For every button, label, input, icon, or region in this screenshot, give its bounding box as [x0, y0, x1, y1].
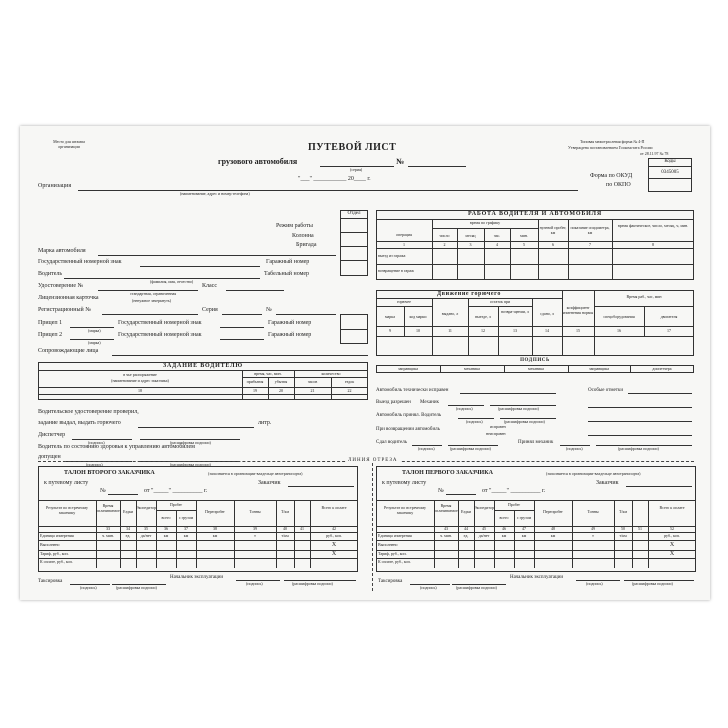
- task-num-19: 19: [253, 388, 257, 393]
- dw-num-7: 7: [589, 242, 591, 247]
- right-col-num: 43: [444, 526, 448, 531]
- brand-field[interactable]: [98, 255, 336, 256]
- okpo-label: по ОКПО: [606, 182, 631, 188]
- left-row-pay: К оплате, руб., коп.: [40, 559, 73, 564]
- right-total-pay-header: Всего к оплате: [659, 505, 685, 510]
- left-time-header: Время оплачиваемое: [96, 503, 120, 513]
- car-accepted-label: Автомобиль принял. Водитель: [376, 413, 442, 418]
- sign-col-1: заправщика: [398, 366, 418, 371]
- left-row-tariff: Тариф, руб., коп.: [40, 551, 69, 556]
- standard-form-note: Типовая межотраслевая форма № 4-П: [580, 139, 645, 144]
- left-unit: км: [183, 533, 189, 538]
- right-units-header: Ездки: [460, 509, 472, 514]
- head-exploitation-right: Начальник эксплуатации: [510, 575, 564, 580]
- brand-label: Марка автомобиля: [38, 248, 86, 254]
- work-mode-label: Режим работы: [276, 223, 313, 229]
- right-row-pay: К оплате, руб., коп.: [378, 559, 411, 564]
- left-tons-header: Тонны: [249, 509, 261, 514]
- driver-label: Водитель: [38, 271, 63, 277]
- right-col-num: 49: [591, 526, 595, 531]
- right-x-mark-done: X: [669, 542, 675, 548]
- fuel-col-worktime: Время раб., час, мин: [626, 294, 662, 299]
- task-col-hours: часов: [307, 379, 318, 384]
- license-card-hint: стандартная, ограниченная: [130, 291, 177, 296]
- reg-number-field[interactable]: [276, 314, 336, 315]
- right-col-num: 46: [502, 526, 506, 531]
- left-unit: км: [212, 533, 218, 538]
- left-unit: ед.: [125, 533, 131, 538]
- right-customer-field[interactable]: [626, 486, 692, 487]
- task-col-arrival: прибытия: [246, 379, 264, 384]
- right-coupon-hint: (заполняется в организации-владельце автотранспорта): [546, 471, 641, 476]
- state-number-label: Государственный номерной знак: [38, 259, 122, 265]
- right-col-num: 52: [670, 526, 674, 531]
- left-coupon-title: ТАЛОН ВТОРОГО ЗАКАЗЧИКА: [64, 470, 155, 476]
- exit-allowed-label: Выезд разрешен: [376, 400, 411, 405]
- handed-driver-label: Сдал водитель: [376, 440, 407, 445]
- trailer1-hint: (марка): [88, 328, 101, 333]
- task-col-trips: ездок: [344, 379, 355, 384]
- left-x-mark-tariff: X: [331, 551, 337, 557]
- dw-col-schedule: время по графику: [469, 220, 501, 225]
- task-num-21: 21: [310, 388, 315, 393]
- return-condition-ok: исправен: [490, 424, 506, 429]
- task-col-count: количество: [321, 371, 341, 376]
- fuel-num-17: 17: [667, 328, 671, 333]
- fuel-col-issued: выдано, л: [441, 311, 459, 316]
- series-label: Серия: [202, 307, 218, 313]
- admitted-name-hint: (расшифровка подписи): [170, 462, 211, 467]
- sign-col-3: механика: [528, 366, 544, 371]
- car-accepted-sign-hint: (подпись): [466, 419, 483, 424]
- right-unit: т: [592, 533, 594, 538]
- right-col-num: 44: [464, 526, 468, 531]
- accepted-mechanic-label: Принял механик: [518, 440, 554, 445]
- accepted-mechanic-name-hint: (расшифровка подписи): [618, 446, 659, 451]
- number-sign: №: [396, 157, 405, 166]
- head-sign-hint-left: (подпись): [246, 581, 263, 586]
- dw-num-6: 6: [552, 242, 554, 247]
- column-label: Колонна: [292, 233, 314, 239]
- trailer1-label: Прицеп 1: [38, 320, 63, 326]
- on-return-label: При возвращении автомобиль: [376, 427, 440, 432]
- left-unit: руб., коп.: [326, 533, 342, 538]
- license-class-field[interactable]: [226, 290, 284, 291]
- admitted-sign-hint: (подпись): [86, 462, 103, 467]
- head-name-hint-right: (расшифровка подписи): [632, 581, 673, 586]
- sign-col-4: заправщика: [589, 366, 609, 371]
- dispatcher-sign-hint: (подпись): [88, 440, 105, 445]
- accepted-mechanic-sign-hint: (подпись): [566, 446, 583, 451]
- okud-code: 0345005: [661, 170, 679, 175]
- dw-row-departure: выезд из гаража: [378, 253, 406, 258]
- number-field[interactable]: [408, 166, 466, 167]
- dw-row-return: возвращение в гараж: [378, 268, 414, 273]
- left-run-header: Пробег: [169, 502, 183, 507]
- left-col-num: 34: [126, 526, 130, 531]
- task-num-20: 20: [279, 388, 283, 393]
- left-customer-field[interactable]: [288, 486, 354, 487]
- left-col-num: 36: [164, 526, 168, 531]
- escort-field[interactable]: [112, 355, 368, 356]
- left-col-num: 37: [184, 526, 188, 531]
- fuel-col-engine: двигателя: [660, 314, 678, 319]
- admitted-label: допущен: [38, 454, 61, 460]
- left-tkm-header: Т/км: [280, 509, 290, 514]
- dw-num-3: 3: [469, 242, 472, 247]
- fuel-col-fuel: горючее: [397, 299, 411, 304]
- stamp-place-label: Место для штампа организации: [53, 139, 85, 149]
- trailer2-hint: (марка): [88, 340, 101, 345]
- reg-series-field[interactable]: [222, 314, 262, 315]
- fuel-col-out: выезде, л: [475, 314, 491, 319]
- taxing-label-left: Таксировка: [38, 579, 63, 584]
- left-expedition-header: Экспедитор: [136, 505, 156, 510]
- special-marks-label: Особые отметки: [588, 388, 623, 393]
- task-title: ЗАДАНИЕ ВОДИТЕЛЮ: [163, 363, 243, 369]
- left-run-loaded-header: с грузом: [178, 515, 194, 520]
- trailer2-label: Прицеп 2: [38, 332, 63, 338]
- fuel-num-13: 13: [513, 328, 517, 333]
- codes-label: Коды: [664, 159, 676, 164]
- cut-line-vertical: [372, 463, 373, 591]
- right-date-field[interactable]: от "_____" __________ г.: [482, 488, 546, 494]
- left-customer-label: Заказчик: [258, 480, 281, 486]
- fuel-col-return: возвра-щении, л: [501, 309, 529, 314]
- liters-label: литр.: [258, 420, 272, 426]
- tech-ok-label: Автомобиль технически исправен: [376, 388, 449, 393]
- org-field[interactable]: [78, 190, 578, 191]
- right-row-done: Выполнено: [378, 542, 398, 547]
- dw-num-4: 4: [496, 242, 498, 247]
- series-hint: (серия): [350, 167, 363, 172]
- sign-col-5: диспетчера: [652, 366, 672, 371]
- fuel-num-14: 14: [545, 328, 549, 333]
- left-col-num: 42: [332, 526, 336, 531]
- fuel-num-11: 11: [448, 328, 452, 333]
- right-unit: ч. мин.: [440, 533, 452, 538]
- cut-line-label: ЛИНИЯ ОТРЕЗА: [348, 458, 398, 463]
- special-marks-field[interactable]: [628, 393, 692, 394]
- left-unit: т/км: [281, 533, 289, 538]
- left-col-num: 35: [144, 526, 148, 531]
- right-tons-header: Тонны: [587, 509, 599, 514]
- left-col-num: 38: [213, 526, 217, 531]
- personnel-number-label: Табельный номер: [264, 271, 310, 277]
- right-col-num: 47: [522, 526, 526, 531]
- brigade-label: Бригада: [296, 242, 317, 248]
- task-col-order-hint: (наименование и адрес заказчика): [111, 378, 169, 383]
- handed-driver-sign-hint: (подпись): [418, 446, 435, 451]
- approved-date: от 28.11.97 № 78: [640, 151, 669, 156]
- right-coupon-title: ТАЛОН ПЕРВОГО ЗАКАЗЧИКА: [402, 470, 493, 476]
- fuel-num-16: 16: [617, 328, 621, 333]
- left-unit: т: [254, 533, 256, 538]
- fuel-num-10: 10: [416, 328, 420, 333]
- right-overrun-header: Перепробег: [543, 509, 563, 514]
- health-label: Водитель по состоянию здоровья к управлению автомобилем: [38, 444, 195, 450]
- left-run-total-header: всего: [161, 515, 171, 520]
- registration-label: Регистрационный №: [38, 307, 91, 313]
- license-class-label: Класс: [202, 283, 217, 289]
- right-run-loaded-header: с грузом: [516, 515, 532, 520]
- sign-col-2: механика: [464, 366, 480, 371]
- right-run-total-header: всего: [499, 515, 509, 520]
- tech-ok-field[interactable]: [460, 393, 556, 394]
- fuel-num-9: 9: [389, 328, 391, 333]
- head-name-hint-left: (расшифровка подписи): [292, 581, 333, 586]
- right-run-header: Пробег: [507, 502, 521, 507]
- head-exploitation-left: Начальник эксплуатации: [170, 575, 224, 580]
- left-total-pay-header: Всего к оплате: [321, 505, 347, 510]
- fuel-col-handed: сдано, л: [540, 311, 554, 316]
- right-unit: км: [550, 533, 556, 538]
- fuel-col-remain: остаток при: [489, 299, 511, 304]
- dw-col-min: мин.: [520, 233, 528, 238]
- left-row-done: Выполнено: [40, 542, 60, 547]
- dw-col-zero-run: нулевой пробег, км: [539, 225, 567, 235]
- left-date-field[interactable]: от "_____" __________ г.: [144, 488, 208, 494]
- right-unit: км: [521, 533, 527, 538]
- left-x-mark-done: X: [331, 542, 337, 548]
- mechanic-name-hint: (расшифровка подписи): [498, 406, 539, 411]
- right-row-tariff: Тариф, руб., коп.: [378, 551, 407, 556]
- registration-field[interactable]: [102, 314, 198, 315]
- right-customer-label: Заказчик: [596, 480, 619, 486]
- taxing-sign-hint-left: (подпись): [80, 585, 97, 590]
- left-unit: км: [163, 533, 169, 538]
- taxing-name-hint-right: (расшифровка подписи): [456, 585, 497, 590]
- return-condition-bad: неисправен: [486, 431, 506, 436]
- license-card-label: Лицензионная карточка: [38, 295, 99, 301]
- right-number-sign: №: [438, 488, 444, 494]
- dispatcher-name-hint: (расшифровка подписи): [170, 440, 211, 445]
- dw-col-day: число: [439, 233, 450, 238]
- fuel-col-coef: коэффициент изменения нормы: [562, 305, 594, 315]
- fuel-col-brand: марка: [385, 314, 395, 319]
- right-col-num: 48: [551, 526, 555, 531]
- dw-num-5: 5: [523, 242, 525, 247]
- right-to-list: к путевому листу: [382, 480, 427, 486]
- fuel-num-15: 15: [576, 328, 580, 333]
- org-label: Организация: [38, 183, 72, 189]
- fuel-issued-field[interactable]: [138, 427, 254, 428]
- left-coupon-hint: (заполняется в организации-владельце автотранспорта): [208, 471, 303, 476]
- state-number-field[interactable]: [140, 266, 260, 267]
- dispatcher-label: Диспетчер: [38, 432, 66, 438]
- fuel-title: Движение горючего: [437, 291, 501, 297]
- left-col-num: 33: [106, 526, 110, 531]
- trailer1-state-label: Государственный номерной знак: [118, 320, 202, 326]
- taxing-name-hint-left: (расшифровка подписи): [116, 585, 157, 590]
- waybill-sheet: [20, 126, 710, 600]
- right-time-header: Время оплачиваемое: [434, 503, 458, 513]
- special-marks-field-3[interactable]: [588, 421, 692, 422]
- dw-num-1: 1: [403, 242, 405, 247]
- right-col-num: 50: [621, 526, 625, 531]
- section-label: Отдел: [347, 211, 361, 216]
- right-number-field[interactable]: [446, 494, 476, 495]
- mechanic-label: Механик: [420, 400, 439, 405]
- left-units-header: Ездки: [122, 509, 134, 514]
- org-hint: (наименование, адрес и номер телефона): [180, 191, 250, 196]
- left-col-num: 41: [300, 526, 304, 531]
- date-field[interactable]: "___" ___________ 20____ г.: [298, 176, 371, 182]
- task-col-order: в чье распоряжение: [123, 372, 157, 377]
- head-sign-hint-right: (подпись): [586, 581, 603, 586]
- special-marks-field-2[interactable]: [588, 407, 692, 408]
- dw-col-hour: час.: [493, 233, 501, 238]
- taxing-label-right: Таксировка: [378, 579, 403, 584]
- escort-label: Сопровождающие лица: [38, 348, 99, 354]
- fuel-num-12: 12: [481, 328, 485, 333]
- right-unit-row-label: Единица измерения: [378, 533, 412, 538]
- signature-title: ПОДПИСЬ: [520, 358, 550, 363]
- dw-col-speedometer: показание спидометра, км: [570, 225, 610, 235]
- dw-num-2: 2: [443, 242, 446, 247]
- task-issued-label: задание выдал, выдать горючего: [38, 420, 121, 426]
- left-number-field[interactable]: [108, 494, 138, 495]
- left-col-num: 39: [253, 526, 257, 531]
- left-overrun-header: Перепробег: [205, 509, 225, 514]
- left-unit: да/нет: [140, 533, 152, 538]
- license-label: Удостоверение №: [38, 283, 84, 289]
- left-unit: ч. мин.: [102, 533, 114, 538]
- trailer2-state-field[interactable]: [220, 339, 264, 340]
- trailer1-state-field[interactable]: [220, 327, 264, 328]
- special-marks-field-4[interactable]: [588, 435, 692, 436]
- left-to-list: к путевому листу: [44, 480, 89, 486]
- task-col-time: время, час, мин.: [254, 371, 282, 376]
- okud-label: Форма по ОКУД: [590, 173, 633, 179]
- left-number-sign: №: [100, 488, 106, 494]
- driver-hint: (фамилия, имя, отчество): [150, 279, 194, 284]
- driver-work-title: РАБОТА ВОДИТЕЛЯ И АВТОМОБИЛЯ: [468, 211, 602, 217]
- form-subtitle: грузового автомобиля: [218, 157, 298, 166]
- fuel-col-code: код марки: [409, 314, 427, 319]
- handed-driver-name-hint: (расшифровка подписи): [450, 446, 491, 451]
- dw-col-month: месяц: [465, 233, 476, 238]
- right-x-mark-tariff: X: [669, 551, 675, 557]
- right-unit: да/нет: [478, 533, 490, 538]
- task-col-leave: убытия: [274, 379, 288, 384]
- task-num-18: 18: [138, 388, 142, 393]
- license-card-hint2: (ненужное зачеркнуть): [132, 298, 172, 303]
- fuel-col-special: спецоборудования: [603, 314, 635, 319]
- work-mode-box: [340, 210, 368, 276]
- trailer2-garage-label: Гаражный номер: [268, 332, 312, 338]
- dw-col-actual: время фактическое, число, месяц, ч, мин.: [617, 223, 689, 228]
- left-result-header: Результат по встречному заказчику: [45, 505, 89, 515]
- right-unit: т/км: [619, 533, 627, 538]
- left-unit-row-label: Единица измерения: [40, 533, 74, 538]
- garage-number-label: Гаражный номер: [266, 259, 310, 265]
- car-accepted-name-hint: (расшифровка подписи): [504, 419, 545, 424]
- right-result-header: Результат по встречному заказчику: [383, 505, 427, 515]
- reg-number-sign: №: [266, 307, 272, 313]
- trailer2-state-label: Государственный номерной знак: [118, 332, 202, 338]
- approved-note: Утверждена постановлением Госкомстата России: [568, 145, 653, 150]
- task-num-22: 22: [347, 388, 352, 393]
- trailer1-garage-label: Гаражный номер: [268, 320, 312, 326]
- right-tkm-header: Т/км: [618, 509, 628, 514]
- dw-num-8: 8: [652, 242, 654, 247]
- dw-col-operation: операция: [396, 232, 412, 237]
- right-unit: руб., коп.: [664, 533, 680, 538]
- right-unit: ед.: [463, 533, 469, 538]
- cert-checked-label: Водительское удостоверение проверил,: [38, 409, 139, 415]
- right-unit: км: [501, 533, 507, 538]
- taxing-sign-hint-right: (подпись): [420, 585, 437, 590]
- right-col-num: 45: [482, 526, 486, 531]
- left-col-num: 40: [283, 526, 287, 531]
- form-title: ПУТЕВОЙ ЛИСТ: [308, 142, 397, 153]
- mechanic-sign-hint: (подпись): [456, 406, 473, 411]
- right-expedition-header: Экспедитор: [474, 505, 494, 510]
- right-col-num: 51: [638, 526, 642, 531]
